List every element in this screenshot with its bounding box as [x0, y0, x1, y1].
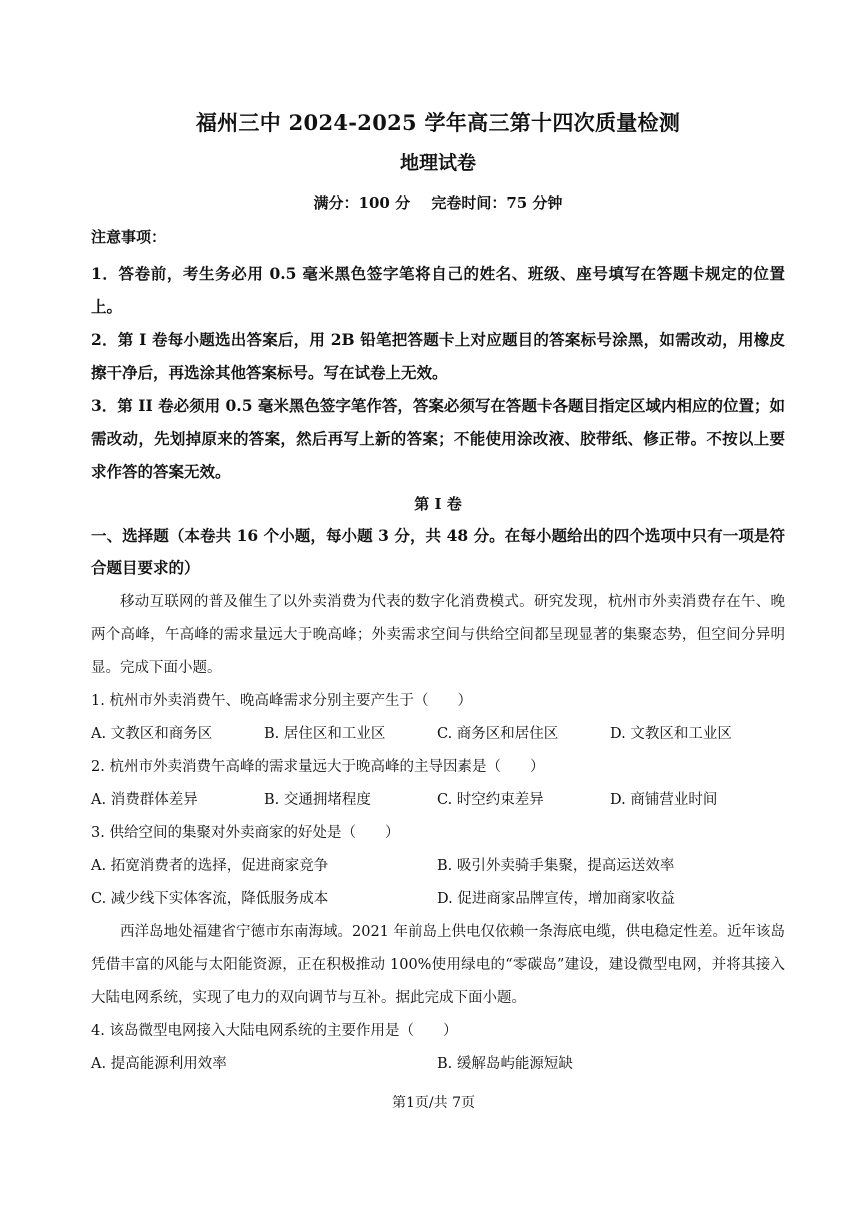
full-score: 满分：100 分 — [313, 194, 411, 212]
notice-item: 1．答卷前，考生务必用 0.5 毫米黑色签字笔将自己的姓名、班级、座号填写在答题卡规定的位置上。 — [91, 264, 785, 316]
part-heading: 第 I 卷 — [414, 495, 462, 513]
option-group — [91, 718, 785, 751]
question-stem: 1. 杭州市外卖消费午、晚高峰需求分别主要产生于（ ） — [91, 693, 472, 709]
page-number: 第1页/共 7页 — [392, 1095, 475, 1111]
notice-heading: 注意事项： — [91, 228, 167, 246]
exam-title: 福州三中 2024-2025 学年高三第十四次质量检测 — [195, 110, 681, 135]
option: B. 居住区和工业区 — [264, 726, 386, 742]
exam-subject: 地理试卷 — [399, 152, 476, 174]
option: D. 商铺营业时间 — [610, 792, 718, 808]
option: C. 商务区和居住区 — [437, 726, 559, 742]
option-group — [91, 1048, 785, 1081]
option: C. 时空约束差异 — [437, 792, 544, 808]
option: A. 拓宽消费者的选择，促进商家竞争 — [91, 858, 329, 874]
option: A. 消费群体差异 — [91, 792, 198, 808]
question-stem: 3. 供给空间的集聚对外卖商家的好处是（ ） — [91, 825, 400, 841]
option: B. 吸引外卖骑手集聚，提高运送效率 — [437, 858, 675, 874]
option: D. 文教区和工业区 — [610, 726, 732, 742]
option: D. 促进商家品牌宣传，增加商家收益 — [437, 891, 675, 907]
option: B. 交通拥堵程度 — [264, 792, 371, 808]
option-group — [91, 784, 785, 817]
option: B. 缓解岛屿能源短缺 — [437, 1056, 573, 1072]
notice-item: 3．第 II 卷必须用 0.5 毫米黑色签字笔作答，答案必须写在答题卡各题目指定区域内相应的位置；如需改动，先划掉原来的答案，然后再写上新的答案；不能使用涂改液、胶带纸、修正带。不按以上要求作答的答案无效。 — [91, 396, 785, 481]
option: C. 减少线下实体客流，降低服务成本 — [91, 891, 329, 907]
notice-item: 2．第 I 卷每小题选出答案后，用 2B 铅笔把答题卡上对应题目的答案标号涂黑，如需改动，用橡皮擦干净后，再选涂其他答案标号。写在试卷上无效。 — [91, 330, 785, 382]
option: A. 文教区和商务区 — [91, 726, 213, 742]
question-stem: 4. 该岛微型电网接入大陆电网系统的主要作用是（ ） — [91, 1023, 458, 1039]
option-group — [91, 850, 785, 916]
question-stem: 2. 杭州市外卖消费午高峰的需求量远大于晚高峰的主导因素是（ ） — [91, 759, 545, 775]
option: A. 提高能源利用效率 — [91, 1056, 227, 1072]
reading-passage: 西洋岛地处福建省宁德市东南海域。2021 年前岛上供电仅依赖一条海底电缆，供电稳定性差。近年该岛凭借丰富的风能与太阳能资源，正在积极推动 100%使用绿电的“零碳岛”建设，建设微型电网，并将其接入大陆电网系统，实现了电力的双向调节与互补。据此完成下面小题。 — [91, 924, 786, 1006]
reading-passage: 移动互联网的普及催生了以外卖消费为代表的数字化消费模式。研究发现，杭州市外卖消费存在午、晚两个高峰，午高峰的需求量远大于晚高峰；外卖需求空间与供给空间都呈现显著的集聚态势，但空间分异明显。完成下面小题。 — [91, 594, 785, 676]
section-heading: 一、选择题（本卷共 16 个小题，每小题 3 分，共 48 分。在每小题给出的四个选项中只有一项是符合题目要求的） — [91, 526, 785, 577]
exam-time: 完卷时间：75 分钟 — [431, 194, 563, 212]
score-line — [91, 191, 785, 215]
